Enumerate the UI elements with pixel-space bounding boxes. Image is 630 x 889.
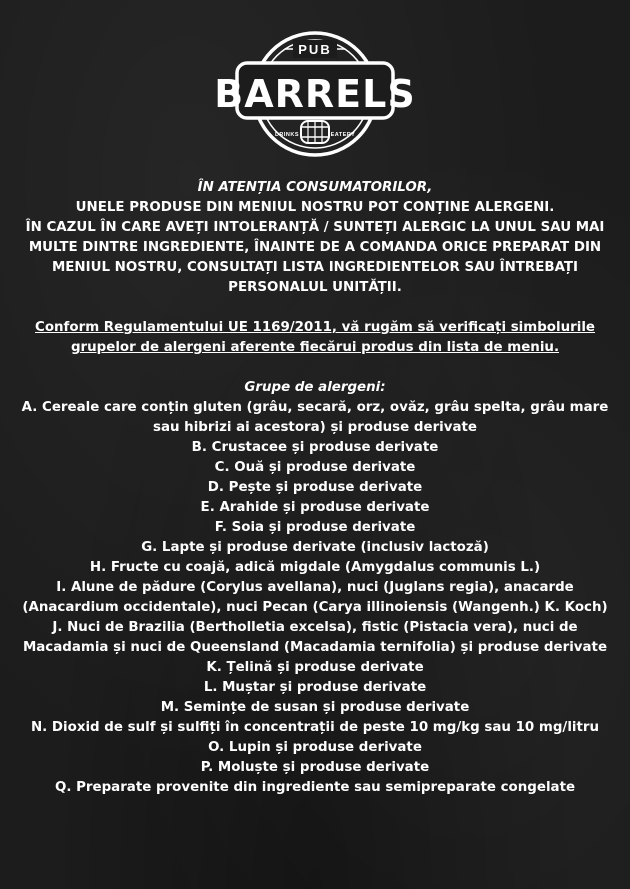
allergen-item-j: J. Nuci de Brazilia (Bertholletia excelsa), fistic (Pistacia vera), nuci de Macadamia și nuci de Queensland (Macadamia ternifolia) și produse derivate: [22, 620, 608, 655]
allergen-item-f: F. Soia și produse derivate: [214, 520, 416, 535]
logo-drinks-text: DRINKS: [274, 132, 300, 138]
allergen-item-a: A. Cereale care conțin gluten (grâu, secară, orz, ovăz, grâu spelta, grâu mare sau hibrizi ai acestora) și produse derivate: [21, 400, 609, 435]
notice-heading: ÎN ATENȚIA CONSUMATORILOR,: [197, 180, 433, 195]
barrels-pub-logo: [214, 30, 416, 160]
allergen-list: [20, 398, 610, 798]
allergen-item-q: Q. Preparate provenite din ingrediente sau semipreparate congelate: [54, 780, 576, 795]
regulation-text: Conform Regulamentului UE 1169/2011, vă rugăm să verificați simbolurile grupelor de alergeni aferente fiecărui produs din lista de meniu.: [35, 320, 595, 355]
allergen-item-d: D. Pește și produse derivate: [207, 480, 423, 495]
allergen-groups-title: Grupe de alergeni:: [244, 380, 386, 395]
allergen-item-o: O. Lupin și produse derivate: [208, 740, 422, 755]
allergen-item-i: I. Alune de pădure (Corylus avellana), nuci (Juglans regia), anacarde (Anacardium occidentale), nuci Pecan (Carya illinoiensis (Wangenh.) K. Koch): [22, 580, 608, 615]
allergen-item-m: M. Semințe de susan și produse derivate: [160, 700, 470, 715]
spacer: [20, 298, 610, 318]
allergen-item-h: H. Fructe cu coajă, adică migdale (Amygdalus communis L.): [89, 560, 541, 575]
notice-line-1: UNELE PRODUSE DIN MENIUL NOSTRU POT CONȚINE ALERGENI.: [75, 200, 555, 215]
logo-eatery-text: EATERY: [330, 132, 356, 138]
spacer: [20, 358, 610, 378]
logo-graphic: [214, 30, 416, 160]
allergen-notice: [20, 178, 610, 798]
allergen-item-k: K. Țelină și produse derivate: [206, 660, 424, 675]
logo-pub-text: PUB: [298, 42, 332, 57]
allergen-item-g: G. Lapte și produse derivate (inclusiv lactoză): [141, 540, 489, 555]
allergen-item-n: N. Dioxid de sulf și sulfiți în concentrații de peste 10 mg/kg sau 10 mg/litru: [30, 720, 600, 735]
allergen-item-e: E. Arahide și produse derivate: [200, 500, 430, 515]
allergen-item-p: P. Moluște și produse derivate: [200, 760, 430, 775]
allergen-item-l: L. Muștar și produse derivate: [203, 680, 427, 695]
allergen-item-b: B. Crustacee și produse derivate: [191, 440, 439, 455]
allergen-item-c: C. Ouă și produse derivate: [214, 460, 416, 475]
logo-name-text: BARRELS: [214, 72, 416, 116]
barrel-icon: [301, 121, 329, 143]
notice-line-2: ÎN CAZUL ÎN CARE AVEȚI INTOLERANȚĂ / SUNTEȚI ALERGIC LA UNUL SAU MAI MULTE DINTRE INGREDIENTE, ÎNAINTE DE A COMANDA ORICE PREPARAT DIN MENIUL NOSTRU, CONSULTAȚI LISTA INGREDIENTELOR SAU ÎNTREBAȚI PERSONALUL UNITĂȚII.: [25, 220, 605, 295]
